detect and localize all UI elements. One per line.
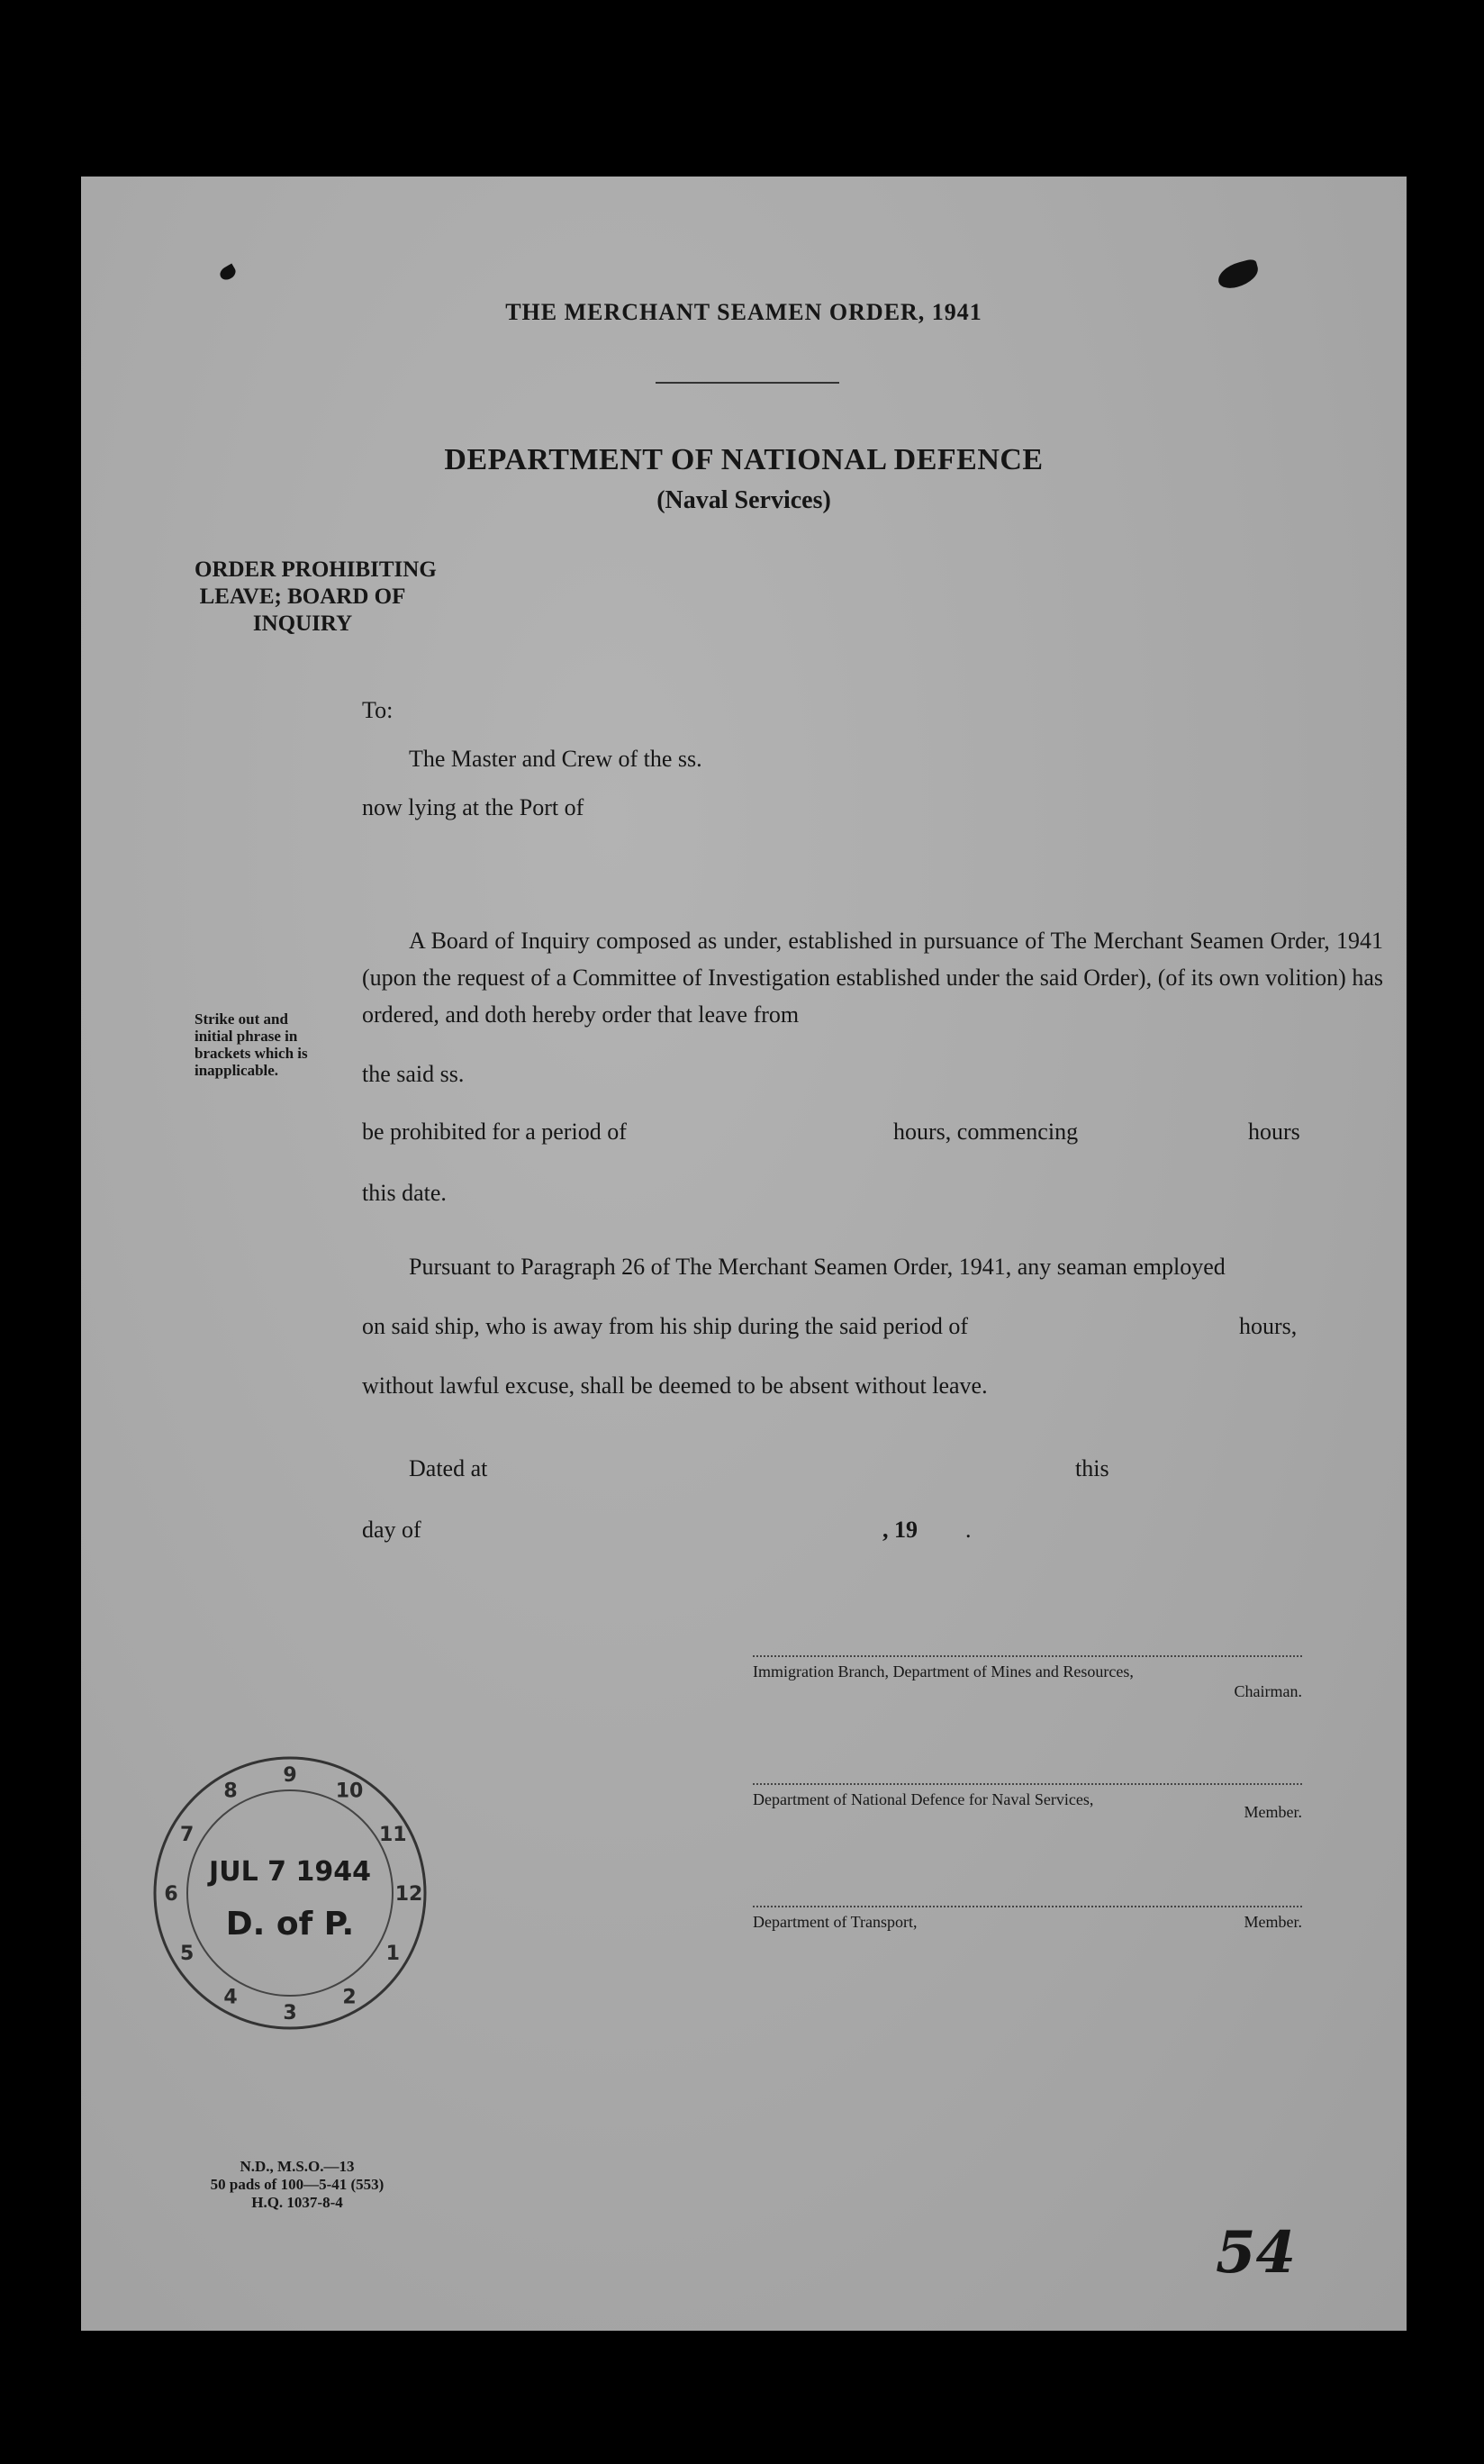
year-label: , 19 (882, 1517, 918, 1543)
year-period: . (965, 1517, 972, 1543)
pursuant-line-1: Pursuant to Paragraph 26 of The Merchant Seamen Order, 1941, any seaman employed (409, 1254, 1226, 1280)
pursuant-line-2: on said ship, who is away from his ship during the said period of (362, 1313, 969, 1339)
stamp-number: 3 (283, 2002, 297, 2025)
margin-note-line: Strike out and (195, 1010, 288, 1028)
document-page (81, 177, 1407, 2331)
dated-this-label: this (1075, 1455, 1109, 1481)
member-transport-role: Member. (1244, 1913, 1302, 1931)
prohibited-period-label: be prohibited for a period of (362, 1119, 627, 1145)
department-subtitle: (Naval Services) (656, 486, 831, 514)
stamp-inner-ring (187, 1790, 393, 1996)
member-transport-department: Department of Transport, (753, 1913, 918, 1931)
form-footer (162, 2158, 432, 2212)
stamp-number: 7 (180, 1824, 195, 1846)
side-heading-line: LEAVE; BOARD OF (199, 584, 406, 609)
handwritten-page-number: 54 (1216, 2219, 1297, 2287)
title-rule (656, 382, 839, 384)
stamp-number: 4 (223, 1986, 238, 2009)
corner-mark-right (1215, 258, 1261, 291)
stamp-number: 2 (342, 1986, 357, 2009)
stamp-office: D. of P. (225, 1906, 355, 1943)
day-of-label: day of (362, 1517, 421, 1543)
stamp-number: 1 (385, 1943, 400, 1965)
stamp-number: 10 (335, 1780, 364, 1803)
pursuant-line-3: without lawful excuse, shall be deemed to be absent without leave. (362, 1372, 988, 1399)
stamp-number: 11 (378, 1824, 407, 1846)
address-line-port: now lying at the Port of (362, 794, 584, 820)
pursuant-hours-label: hours, (1239, 1313, 1298, 1339)
footer-line: H.Q. 1037-8-4 (251, 2194, 343, 2211)
department-title: DEPARTMENT OF NATIONAL DEFENCE (444, 443, 1044, 476)
margin-note-line: initial phrase in (195, 1028, 298, 1045)
address-line-master-crew: The Master and Crew of the ss. (409, 746, 702, 772)
stamp-number: 5 (180, 1943, 195, 1965)
hours-commencing-label: hours, commencing (893, 1119, 1079, 1145)
to-label: To: (362, 697, 394, 723)
side-heading-line: ORDER PROHIBITING (195, 557, 437, 582)
margin-note-line: inapplicable. (195, 1062, 279, 1079)
signature-line-member-naval (753, 1783, 1302, 1785)
side-heading (195, 557, 437, 638)
stamp-number: 12 (394, 1883, 423, 1906)
said-ss-line: the said ss. (362, 1061, 465, 1087)
board-paragraph: A Board of Inquiry composed as under, established in pursuance of The Merchant Seamen Order, 1941 (upon the request of a Committee of Investigation established under the said Order), (of its own volition) has ordered, and doth hereby order that leave from (362, 928, 1383, 1028)
member-naval-role: Member. (1244, 1803, 1302, 1821)
stamp-number: 6 (164, 1883, 178, 1906)
this-date-line: this date. (362, 1180, 447, 1206)
order-title: THE MERCHANT SEAMEN ORDER, 1941 (505, 299, 982, 325)
hours-label: hours (1248, 1119, 1300, 1145)
stamp-number: 9 (283, 1764, 297, 1787)
signature-line-member-transport (753, 1906, 1302, 1907)
side-heading-line: INQUIRY (252, 611, 353, 636)
margin-note (195, 1010, 366, 1079)
dated-at-label: Dated at (409, 1455, 488, 1481)
footer-line: 50 pads of 100—5-41 (553) (210, 2176, 385, 2193)
stamp-number: 8 (223, 1780, 238, 1803)
footer-line: N.D., M.S.O.—13 (240, 2158, 355, 2175)
chairman-department: Immigration Branch, Department of Mines and Resources, (753, 1662, 1134, 1680)
member-naval-department: Department of National Defence for Naval Services, (753, 1790, 1094, 1808)
corner-mark-left (218, 263, 239, 282)
received-date-stamp (146, 1749, 434, 2037)
stamp-date: JUL 7 1944 (209, 1856, 371, 1888)
margin-note-line: brackets which is (195, 1045, 308, 1062)
chairman-role: Chairman. (1234, 1682, 1302, 1700)
stamp-outer-ring (155, 1758, 425, 2028)
signature-line-chairman (753, 1655, 1302, 1657)
